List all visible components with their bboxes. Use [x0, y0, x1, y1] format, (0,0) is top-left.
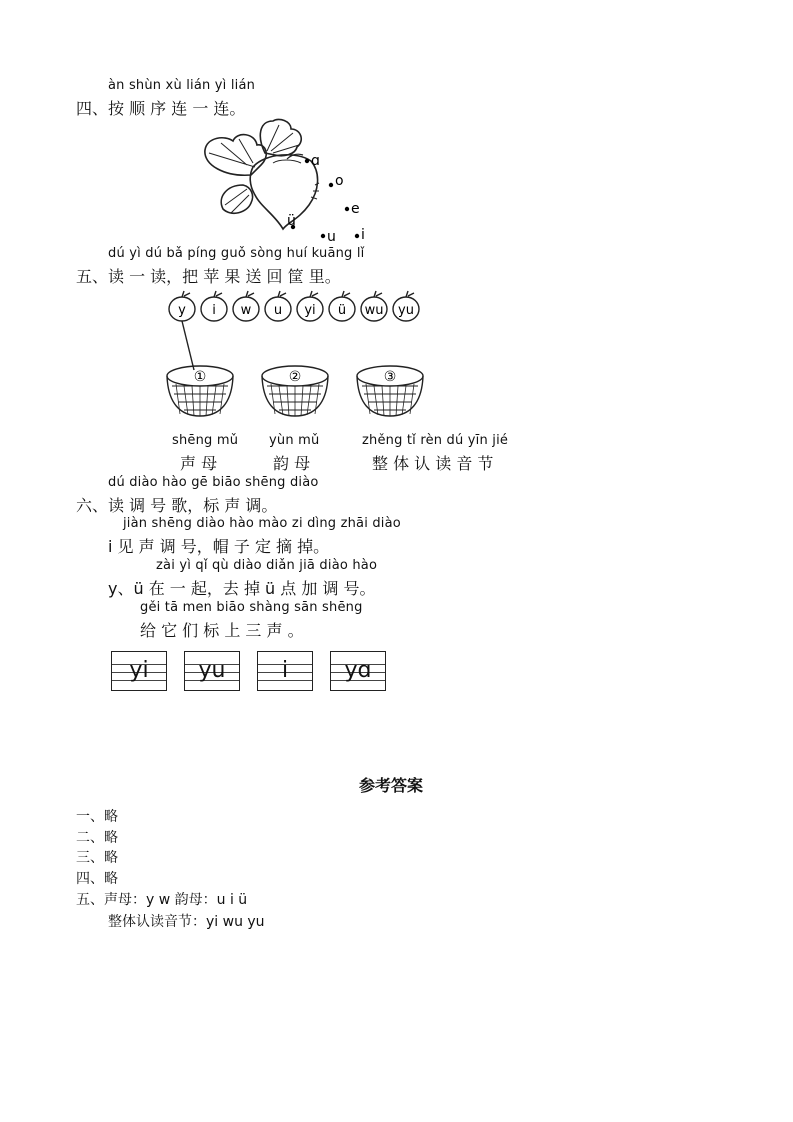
apple-label-w: w	[240, 303, 252, 318]
answer-2: 二、略	[76, 830, 118, 846]
apple-label-yi: yi	[304, 303, 316, 318]
apples-and-baskets	[160, 288, 430, 428]
answer-3: 三、略	[76, 850, 118, 866]
writing-box-i[interactable]	[257, 651, 313, 691]
letter-i: i	[361, 227, 365, 243]
category2-pinyin: yùn mǔ	[269, 433, 320, 448]
rhyme-line3-pinyin: gěi tā men biāo shàng sān shēng	[140, 600, 363, 615]
category3-pinyin: zhěng tǐ rèn dú yīn jié	[362, 433, 509, 448]
apple-label-yu: yu	[398, 303, 414, 318]
section6-pinyin: dú diào hào gē biāo shēng diào	[108, 475, 319, 490]
section4-pinyin: àn shùn xù lián yì lián	[108, 78, 256, 93]
letter-a: ɑ	[311, 153, 320, 169]
section5-pinyin: dú yì dú bǎ píng guǒ sòng huí kuāng lǐ	[108, 246, 365, 261]
writing-box-i-text: i	[281, 658, 289, 683]
answer-1: 一、略	[76, 809, 118, 825]
basket-number-2: ②	[288, 369, 302, 385]
apple-label-y: y	[178, 303, 186, 318]
writing-box-yi[interactable]	[111, 651, 167, 691]
turnip-illustration	[195, 115, 395, 250]
leaf-bottom	[221, 185, 252, 213]
answer-4: 四、略	[76, 871, 118, 887]
category2-label: 韵 母	[273, 454, 311, 473]
apple-label-i: i	[212, 303, 216, 318]
category1-pinyin: shēng mǔ	[172, 433, 239, 448]
basket-number-1: ①	[193, 369, 207, 385]
letter-o: o	[335, 173, 344, 189]
apple-label-wu: wu	[364, 303, 384, 318]
section6-heading: 六、读 调 号 歌，标 声 调。	[76, 496, 278, 515]
answer-5: 五、声母：y w 韵母：u i ü	[76, 892, 248, 908]
section5-heading: 五、读 一 读，把 苹 果 送 回 筐 里。	[76, 267, 341, 286]
writing-box-ya-text: yɑ	[344, 658, 372, 683]
basket-number-3: ③	[383, 369, 397, 385]
writing-box-ya[interactable]	[330, 651, 386, 691]
writing-box-yu[interactable]	[184, 651, 240, 691]
letter-u: u	[327, 229, 336, 245]
answer-5-continued: 整体认读音节：yi wu yu	[108, 914, 265, 930]
section4-heading: 四、按 顺 序 连 一 连。	[76, 99, 246, 118]
connect-line	[182, 321, 194, 370]
rhyme-line2: y、ü 在 一 起，去 掉 ü 点 加 调 号。	[108, 579, 376, 598]
letter-e: e	[351, 201, 360, 217]
category1-label: 声 母	[180, 454, 218, 473]
rhyme-line1-pinyin: jiàn shēng diào hào mào zi dìng zhāi diào	[123, 516, 401, 531]
answers-title: 参考答案	[359, 776, 424, 795]
writing-box-yu-text: yu	[198, 658, 226, 683]
apple-label-u-umlaut: ü	[337, 303, 347, 318]
writing-box-yi-text: yi	[129, 658, 149, 683]
rhyme-line3: 给 它 们 标 上 三 声 。	[140, 621, 304, 640]
rhyme-line1: i 见 声 调 号，帽 子 定 摘 掉。	[108, 537, 330, 556]
rhyme-line2-pinyin: zài yì qǐ qù diào diǎn jiā diào hào	[156, 558, 378, 573]
apple-label-u: u	[273, 303, 283, 318]
category3-label: 整 体 认 读 音 节	[372, 454, 494, 473]
letter-u-umlaut: ü	[287, 213, 296, 229]
